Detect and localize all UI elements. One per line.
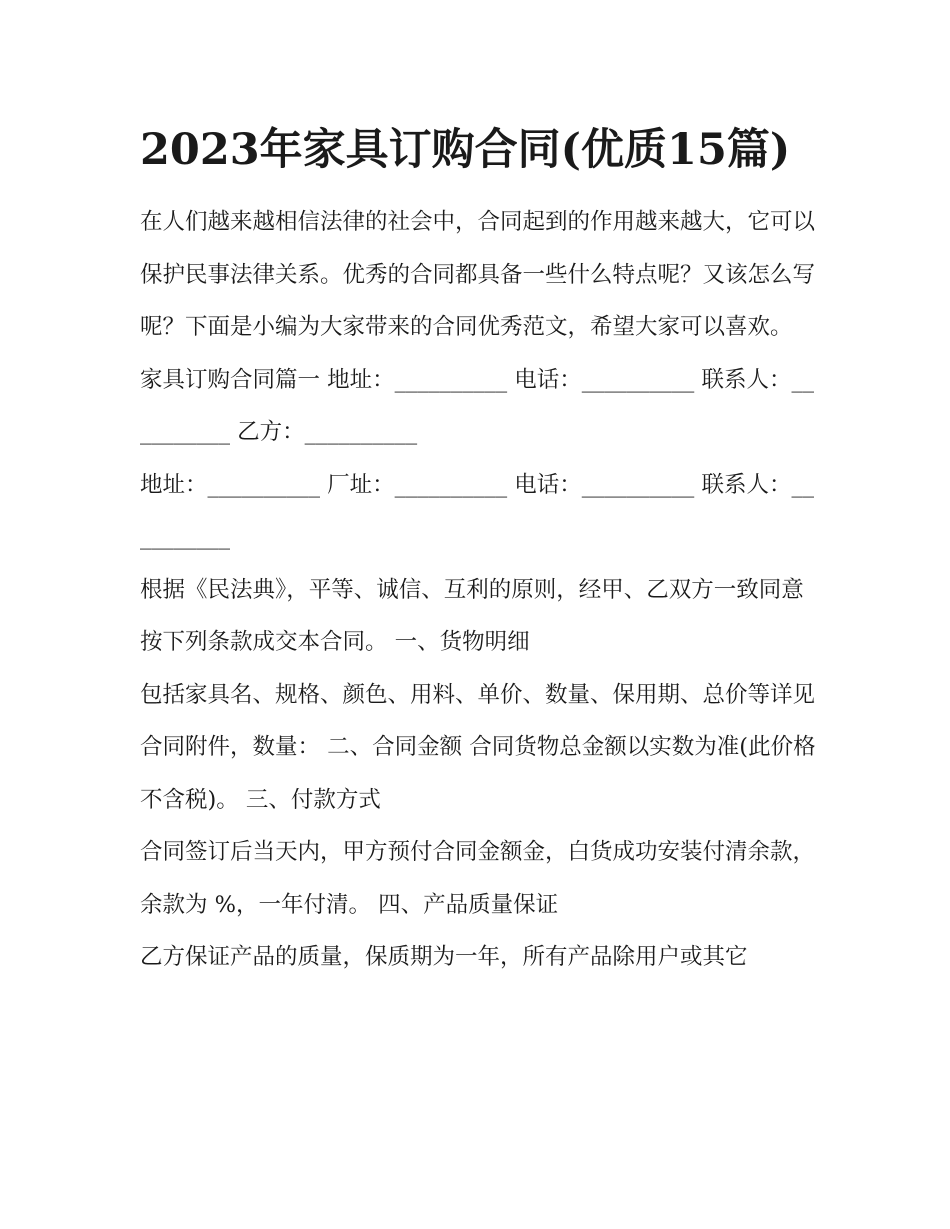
quality-guarantee-paragraph: 乙方保证产品的质量，保质期为一年，所有产品除用户或其它: [140, 944, 748, 970]
party-b-info-paragraph: 地址：__________ 厂址：__________ 电话：__________ 联系人：__________: [140, 471, 814, 550]
document-page: [140, 112, 820, 984]
document-title: 2023年家具订购合同(优质15篇): [140, 125, 791, 175]
payment-paragraph: 合同签订后当天内，甲方预付合同金额金，白货成功安装付清余款，余款为 %，一年付清。 四、产品质量保证: [140, 839, 816, 918]
intro-paragraph: 在人们越来越相信法律的社会中，合同起到的作用越来越大，它可以保护民事法律关系。优秀的合同都具备一些什么特点呢？又该怎么写呢？下面是小编为大家带来的合同优秀范文，希望大家可以喜欢。: [140, 209, 816, 340]
legal-basis-paragraph: 根据《民法典》，平等、诚信、互利的原则，经甲、乙双方一致同意按下列条款成交本合同。 一、货物明细: [140, 576, 804, 655]
goods-details-paragraph: 包括家具名、规格、颜色、用料、单价、数量、保用期、总价等详见合同附件，数量： 二、合同金额 合同货物总金额以实数为准(此价格不含税)。 三、付款方式: [140, 681, 816, 813]
party-a-info-paragraph: 家具订购合同篇一 地址：__________ 电话：__________ 联系人：__________ 乙方：__________: [140, 366, 814, 445]
